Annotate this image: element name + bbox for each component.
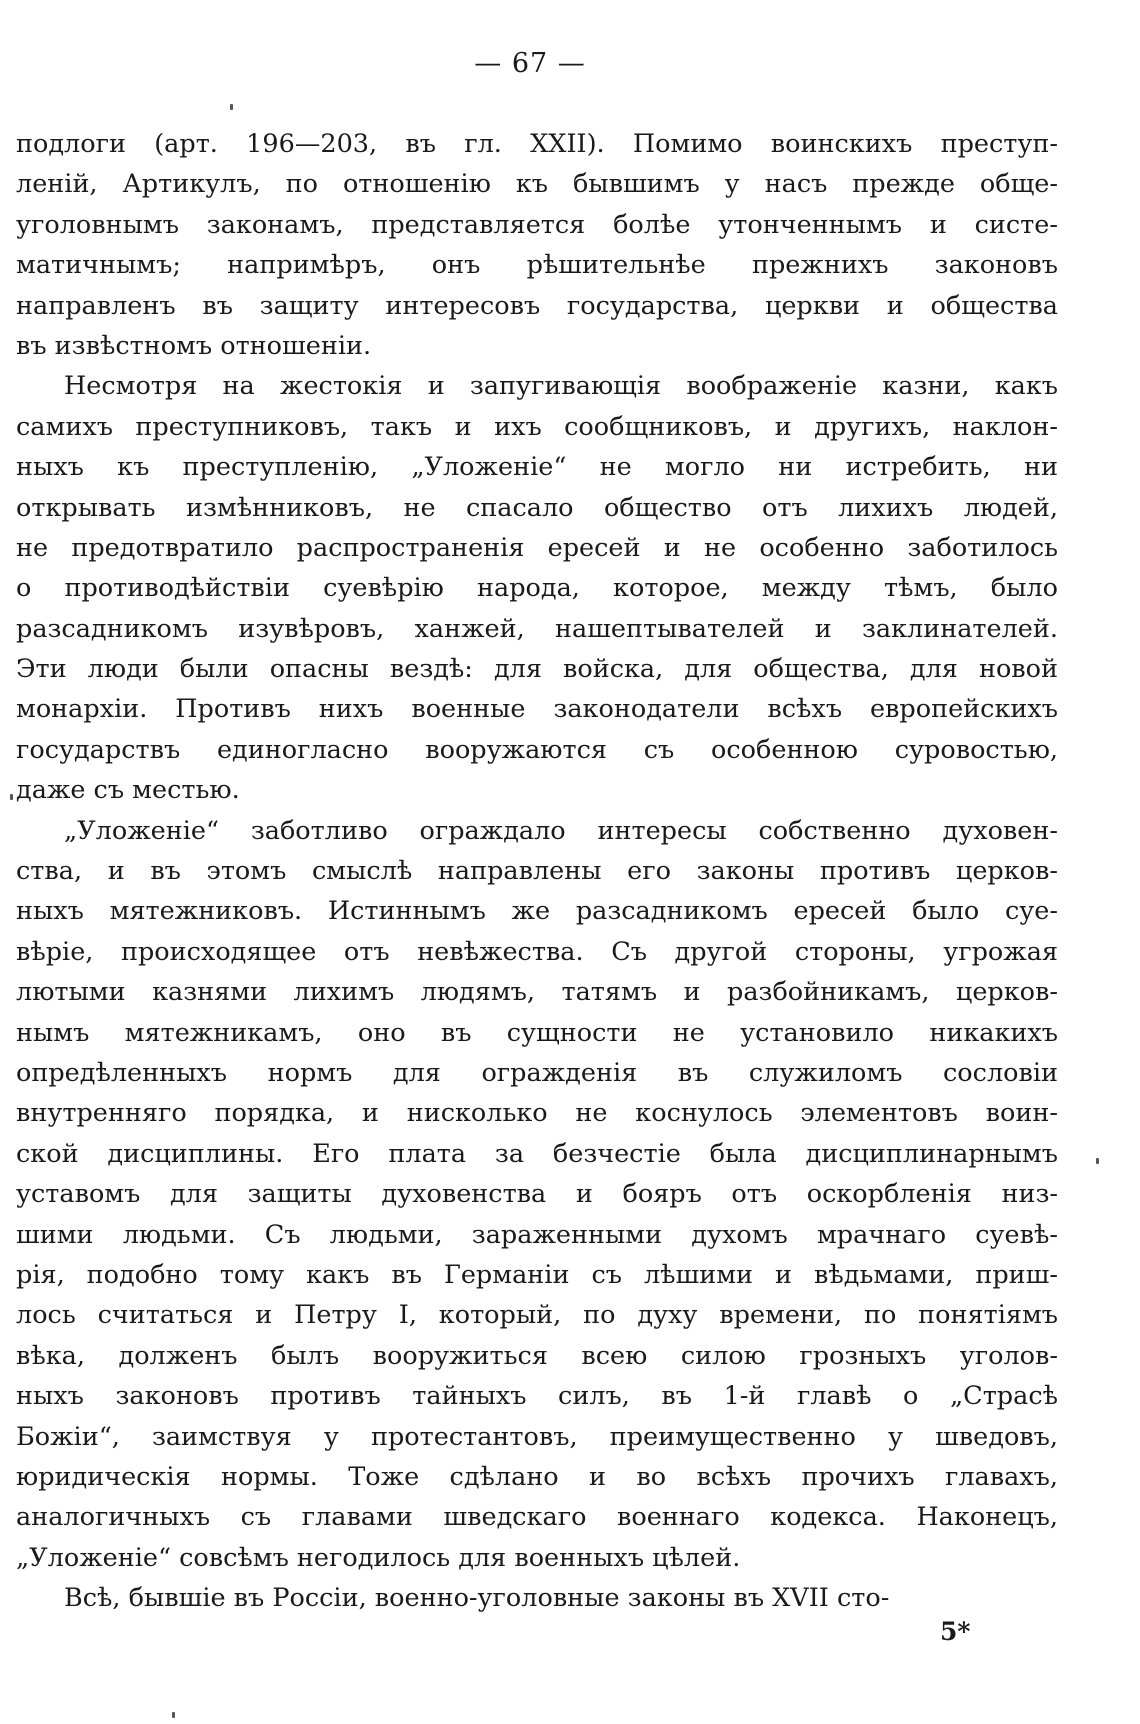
text-line: рія, подобно тому какъ въ Германіи съ лѣшими и вѣдьмами, приш- xyxy=(16,1259,1058,1290)
text-line: юридическія нормы. Тоже сдѣлано и во всѣхъ прочихъ главахъ, xyxy=(16,1461,1058,1492)
text-line: государствъ единогласно вооружаются съ особенною суровостью, xyxy=(16,734,1058,765)
text-line: монархіи. Противъ нихъ военные законодатели всѣхъ европейскихъ xyxy=(16,694,1058,725)
text-line: направленъ въ защиту интересовъ государства, церкви и общества xyxy=(16,290,1058,321)
text-line: ныхъ къ преступленію, „Уложеніе“ не могло ни истребить, ни xyxy=(16,452,1058,483)
text-line: ныхъ мятежниковъ. Истиннымъ же разсадникомъ ересей было суе- xyxy=(16,896,1058,927)
signature-mark: 5* xyxy=(940,1617,971,1646)
text-line: леній, Артикулъ, по отношенію къ бывшимъ у насъ прежде обще- xyxy=(16,169,1058,200)
text-line: не предотвратило распространенія ересей и не особенно заботилось xyxy=(16,532,1058,563)
text-line: даже съ местью. xyxy=(16,775,240,806)
text-line: въ извѣстномъ отношеніи. xyxy=(16,330,372,361)
body-text xyxy=(16,124,1058,1618)
text-line: Несмотря на жестокія и запугивающія воображеніе казни, какъ xyxy=(64,371,1058,402)
text-line: подлоги (арт. 196—203, въ гл. XXII). Помимо воинскихъ преступ- xyxy=(16,129,1058,159)
text-line: „Уложеніе“ заботливо ограждало интересы собственно духовен- xyxy=(64,815,1058,846)
text-line: ства, и въ этомъ смыслѣ направлены его законы противъ церков- xyxy=(16,856,1058,887)
print-speck xyxy=(1096,1158,1099,1164)
text-line: самихъ преступниковъ, такъ и ихъ сообщниковъ, и другихъ, наклон- xyxy=(16,411,1058,442)
text-line: Эти люди были опасны вездѣ: для войска, для общества, для новой xyxy=(16,654,1058,685)
text-line: Всѣ, бывшіе въ Россіи, военно-уголовные законы въ XVII сто- xyxy=(64,1583,890,1614)
text-line: уголовнымъ законамъ, представляется болѣе утонченнымъ и систе- xyxy=(16,209,1058,240)
text-line: вѣка, долженъ былъ вооружиться всею силою грозныхъ уголов- xyxy=(16,1340,1058,1371)
text-line: ской дисциплины. Его плата за безчестіе была дисциплинарнымъ xyxy=(16,1138,1058,1169)
text-line: открывать измѣнниковъ, не спасало общество отъ лихихъ людей, xyxy=(16,492,1058,523)
text-line: уставомъ для защиты духовенства и бояръ отъ оскорбленія низ- xyxy=(16,1179,1058,1210)
text-line: внутренняго порядка, и нисколько не коснулось элементовъ воин- xyxy=(16,1098,1058,1129)
text-line: ныхъ законовъ противъ тайныхъ силъ, въ 1-й главѣ о „Страсѣ xyxy=(16,1381,1058,1412)
text-line: лютыми казнями лихимъ людямъ, татямъ и разбойникамъ, церков- xyxy=(16,977,1058,1008)
text-line: вѣріе, происходящее отъ невѣжества. Съ другой стороны, угрожая xyxy=(16,936,1058,967)
print-speck xyxy=(172,1712,175,1718)
print-speck xyxy=(10,794,13,800)
page-number: — 67 — xyxy=(474,48,586,79)
text-line: разсадникомъ изувѣровъ, ханжей, нашептывателей и заклинателей. xyxy=(16,613,1058,644)
text-line: нымъ мятежникамъ, оно въ сущности не установило никакихъ xyxy=(16,1017,1058,1048)
text-line: аналогичныхъ съ главами шведскаго военнаго кодекса. Наконецъ, xyxy=(16,1502,1058,1533)
text-line: „Уложеніе“ совсѣмъ негодилось для военныхъ цѣлей. xyxy=(16,1542,741,1573)
text-line: лось считаться и Петру I, который, по духу времени, по понятіямъ xyxy=(16,1300,1058,1331)
print-speck xyxy=(230,104,233,110)
text-line: Божіи“, заимствуя у протестантовъ, преимущественно у шведовъ, xyxy=(16,1421,1058,1452)
text-line: опредѣленныхъ нормъ для огражденія въ служиломъ сословіи xyxy=(16,1057,1058,1088)
text-line: матичнымъ; напримѣръ, онъ рѣшительнѣе прежнихъ законовъ xyxy=(16,250,1058,281)
text-line: о противодѣйствіи суевѣрію народа, которое, между тѣмъ, было xyxy=(16,573,1058,604)
text-line: шими людьми. Съ людьми, зараженными духомъ мрачнаго суевѣ- xyxy=(16,1219,1058,1250)
